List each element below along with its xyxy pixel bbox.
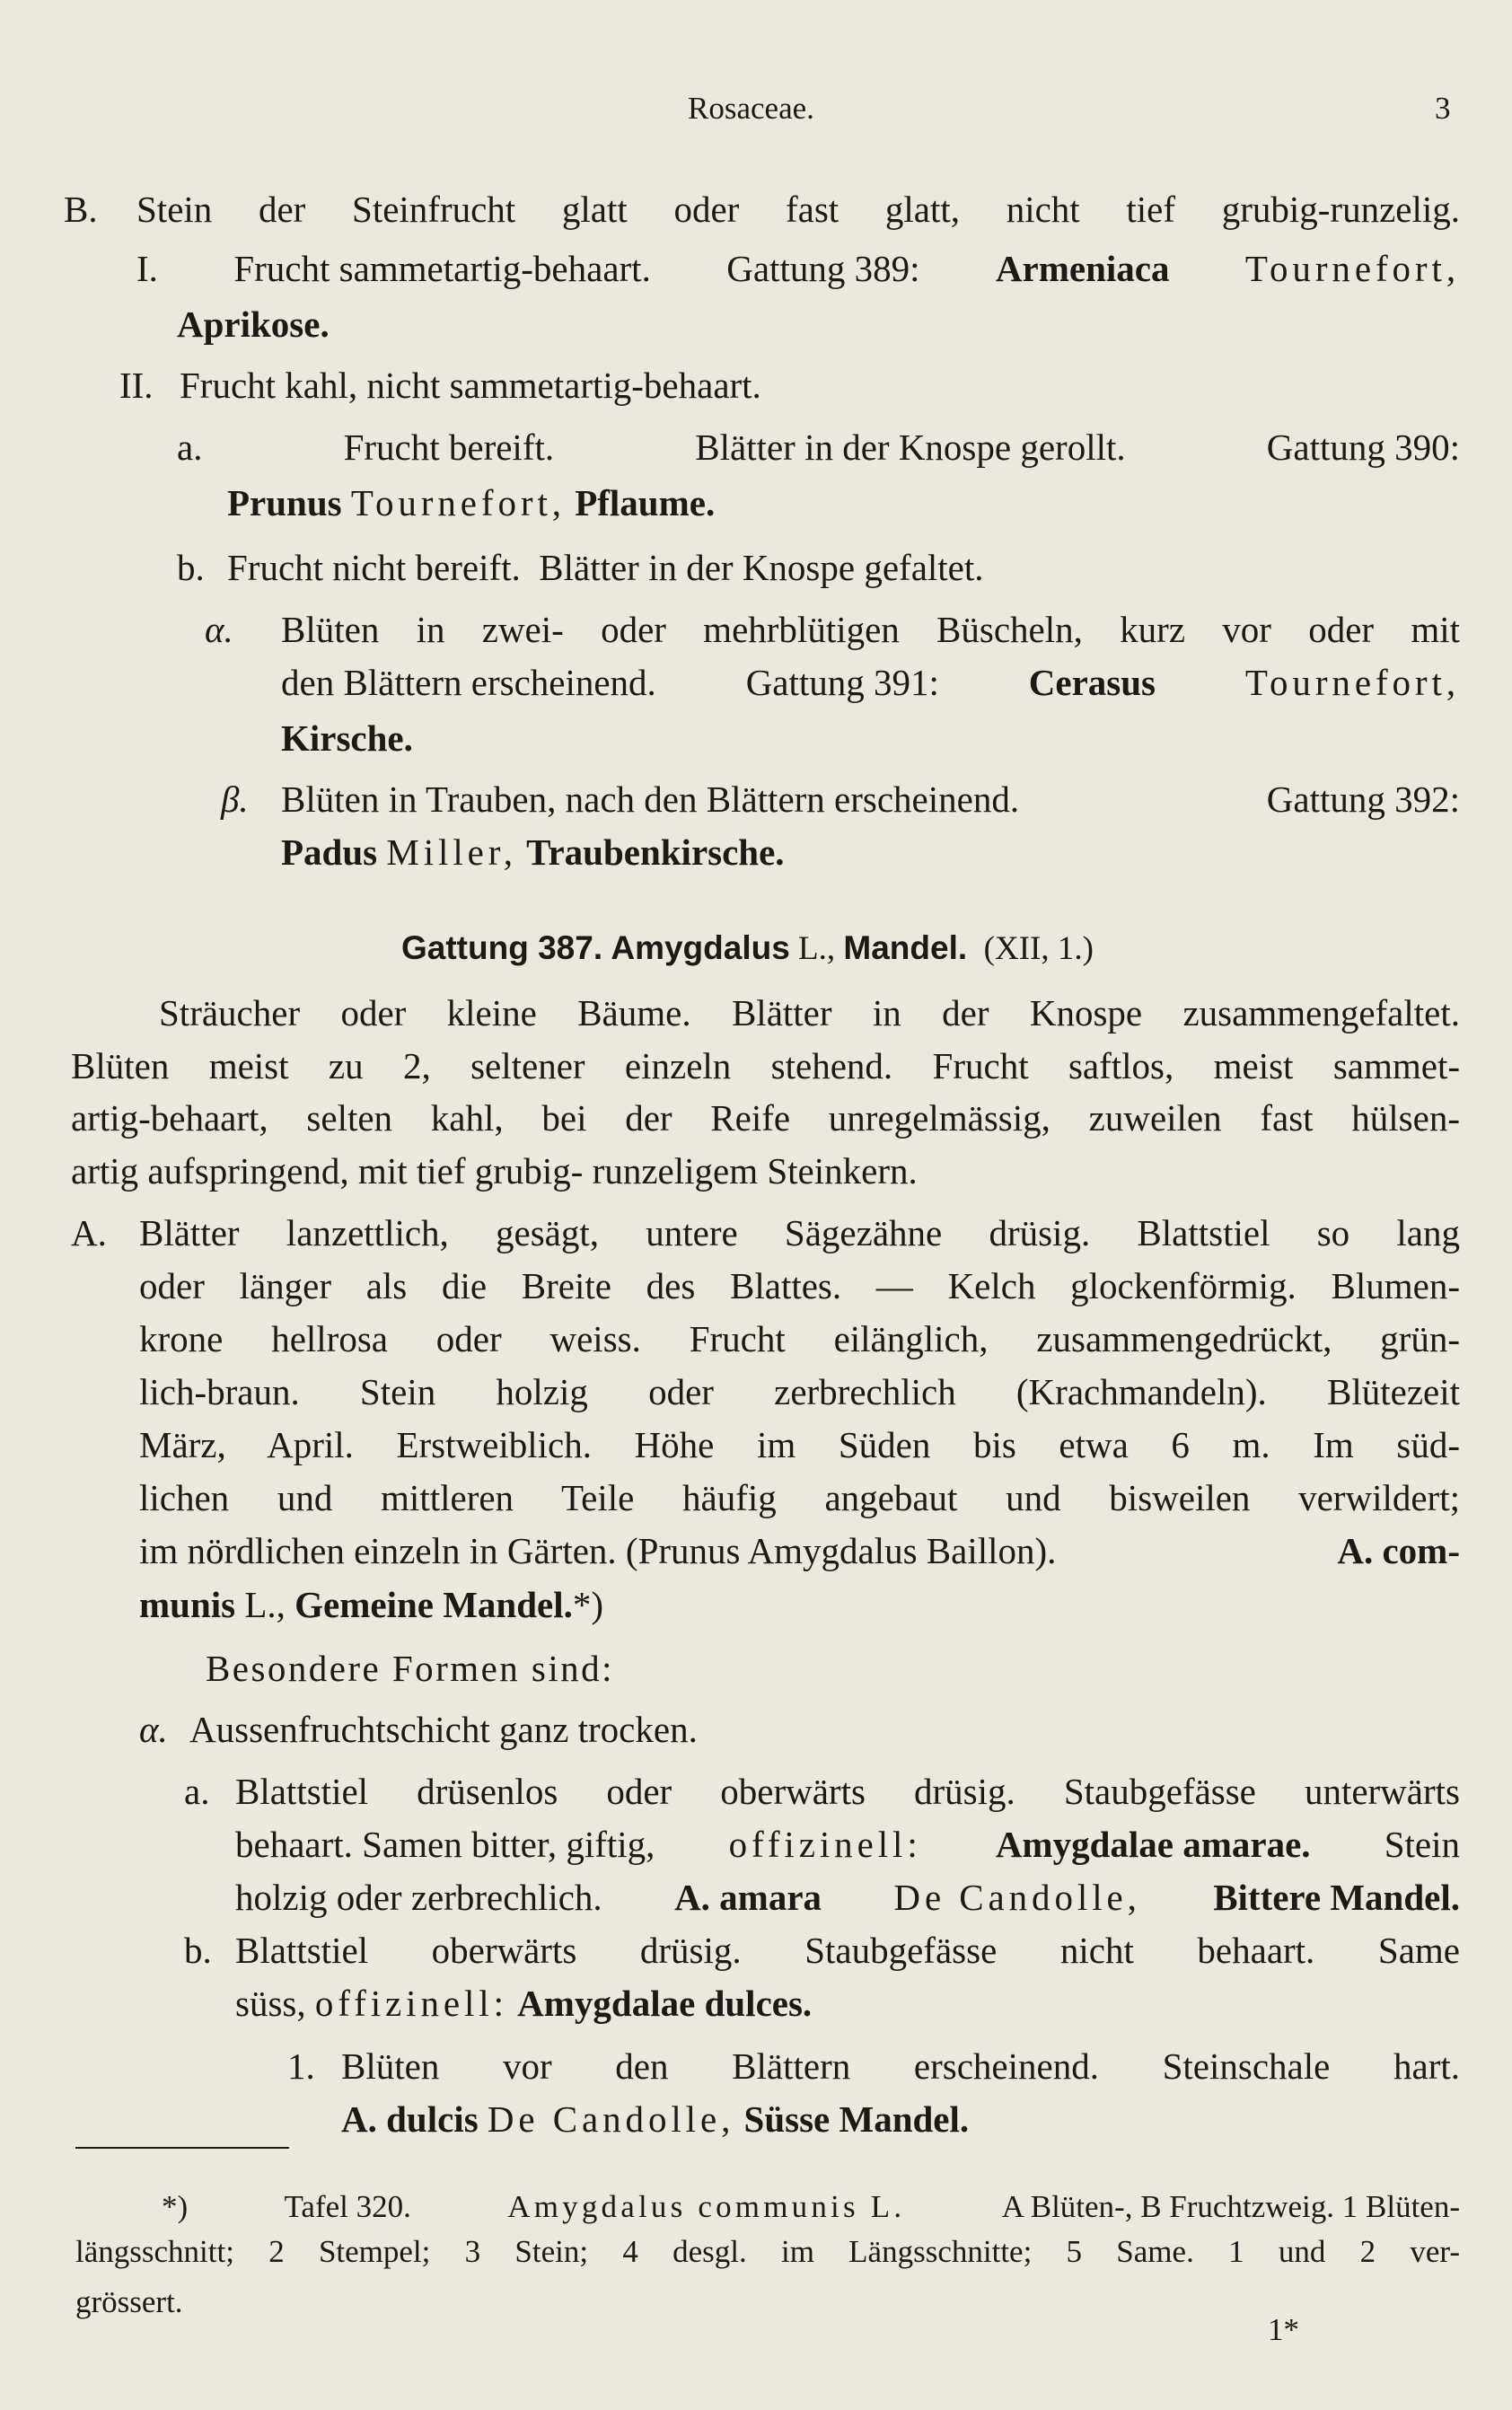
genus-heading	[401, 931, 1094, 965]
page-number: 3	[1435, 91, 1451, 126]
key-b-sub-text2: Blätter in der Knospe gefaltet.	[539, 547, 984, 588]
genus-heading-author: L.,	[798, 930, 836, 967]
forms-b-offizinell: offizinell:	[314, 1983, 508, 2024]
key-beta-label: β.	[221, 778, 249, 820]
forms-b-line1: Blattstiel oberwärts drüsig. Staubgefässe nicht behaart. Same	[235, 1930, 1460, 1971]
key-alpha-line2	[281, 664, 1460, 701]
author-tournefort: Tournefort,	[350, 482, 566, 523]
key-alpha-label: α.	[205, 609, 233, 650]
species-name-communis: A. com-	[1337, 1530, 1460, 1571]
key-b-sub-line1	[227, 547, 984, 588]
key-a-label: a.	[177, 427, 203, 468]
genus-heading-class: (XII, 1.)	[983, 930, 1094, 967]
key-alpha-text1: Blüten in zwei- oder mehrblütigen Büscheln, kurz vor oder mit	[281, 609, 1460, 650]
forms-1-line1: Blüten vor den Blättern erscheinend. Steinschale hart.	[341, 2045, 1460, 2087]
key-beta-genus: Gattung 392:	[1266, 778, 1460, 820]
key-A-line: Blätter lanzettlich, gesägt, untere Sägezähne drüsig. Blattstiel so lang	[139, 1212, 1460, 1253]
key-beta-line1	[281, 778, 1460, 820]
forms-intro: Besondere Formen sind:	[206, 1648, 614, 1689]
genus-desc-line: artig aufspringend, mit tief grubig- runzeligem Steinkern.	[71, 1150, 918, 1192]
footnote-species: Amygdalus communis L.	[507, 2189, 906, 2224]
genus-desc-line: Sträucher oder kleine Bäume. Blätter in der Knospe zusammengefaltet.	[159, 992, 1460, 1033]
genus-heading-common: Mandel.	[843, 929, 968, 966]
key-alpha-genus: Gattung 391:	[745, 662, 939, 703]
key-a-line2	[227, 482, 716, 523]
forms-1-label: 1.	[287, 2045, 315, 2087]
signature-mark: 1*	[1268, 2312, 1299, 2347]
key-a-genus: Gattung 390:	[1266, 427, 1460, 468]
common-name-suesse-mandel: Süsse Mandel.	[743, 2098, 970, 2140]
key-A-line: lichen und mittleren Teile häufig angebaut und bisweilen verwildert;	[139, 1477, 1460, 1518]
key-i-genus: Gattung 389:	[726, 248, 920, 289]
forms-a-text: behaart. Samen bitter, giftig,	[235, 1824, 655, 1865]
drug-name-amygdalae-dulces: Amygdalae dulces.	[517, 1983, 813, 2024]
key-ii-label: II.	[119, 365, 154, 406]
footnote-plate: Tafel 320.	[284, 2189, 411, 2224]
genus-desc-line: artig-behaart, selten kahl, bei der Reife unregelmässig, zuweilen fast hülsen-	[71, 1097, 1460, 1139]
genus-heading-name: Amygdalus	[611, 929, 790, 966]
common-name-traubenkirsche: Traubenkirsche.	[526, 831, 785, 873]
common-name-pflaume: Pflaume.	[575, 482, 716, 523]
key-A-line: lich-braun. Stein holzig oder zerbrechlich (Krachmandeln). Blütezeit	[139, 1371, 1460, 1412]
key-a-text2: Blätter in der Knospe gerollt.	[695, 427, 1126, 468]
common-name-bittere-mandel: Bittere Mandel.	[1213, 1877, 1460, 1918]
key-beta-line2	[281, 831, 785, 873]
key-A-line: März, April. Erstweiblich. Höhe im Süden bis etwa 6 m. Im süd-	[139, 1424, 1460, 1465]
footnote-mark: *)	[162, 2189, 189, 2224]
genus-name-armeniaca: Armeniaca	[995, 248, 1170, 289]
key-b-sub-label: b.	[177, 547, 205, 588]
author-de-candolle: De Candolle,	[487, 2098, 735, 2140]
key-A-line: krone hellrosa oder weiss. Frucht eilänglich, zusammengedrückt, grün-	[139, 1318, 1460, 1359]
author-tournefort: Tournefort,	[1244, 662, 1460, 703]
key-A-line	[139, 1530, 1460, 1571]
drug-name-amygdalae-amarae: Amygdalae amarae.	[995, 1824, 1311, 1865]
key-a-text1: Frucht bereift.	[343, 427, 555, 468]
forms-b-line2	[235, 1985, 812, 2022]
author-miller: Miller,	[386, 831, 517, 873]
footnote-text: A Blüten-, B Fruchtzweig. 1 Blüten-	[1001, 2189, 1460, 2224]
key-i-label: I.	[136, 248, 158, 289]
common-name-gemeine-mandel: Gemeine Mandel.	[294, 1584, 573, 1625]
key-A-last-text: im nördlichen einzeln in Gärten. (Prunus Amygdalus Baillon).	[139, 1530, 1057, 1571]
author-de-candolle: De Candolle,	[893, 1877, 1141, 1918]
forms-a-stein: Stein	[1384, 1824, 1460, 1865]
key-ii-text: Frucht kahl, nicht sammetartig-behaart.	[180, 365, 761, 406]
forms-b-text: süss,	[235, 1983, 306, 2024]
footnote-line2: längsschnitt; 2 Stempel; 3 Stein; 4 desgl. im Längsschnitte; 5 Same. 1 und 2 ver-	[75, 2234, 1460, 2269]
forms-a-label: a.	[184, 1771, 210, 1812]
key-b-label: B.	[64, 189, 98, 230]
footnote-line1	[162, 2191, 1460, 2222]
forms-a-line2	[235, 1826, 1460, 1863]
key-b-i-line1	[136, 248, 1460, 289]
footnote-mark: *)	[572, 1584, 604, 1625]
key-b-text: Stein der Steinfrucht glatt oder fast glatt, nicht tief grubig-runzelig.	[136, 189, 1460, 230]
key-A-line: oder länger als die Breite des Blattes. — Kelch glockenförmig. Blumen-	[139, 1265, 1460, 1306]
common-name-aprikose: Aprikose.	[177, 303, 330, 345]
author-tournefort: Tournefort,	[1244, 248, 1460, 289]
genus-heading-number: Gattung 387.	[401, 929, 603, 966]
key-A-final	[139, 1584, 604, 1625]
species-name-dulcis: A. dulcis	[341, 2098, 479, 2140]
footnote-line3: grössert.	[75, 2284, 183, 2319]
genus-name-padus: Padus	[281, 831, 378, 873]
key-alpha-text2: den Blättern erscheinend.	[281, 662, 656, 703]
running-header-title: Rosaceae.	[688, 91, 814, 126]
common-name-kirsche: Kirsche.	[281, 717, 413, 759]
forms-a-line3	[235, 1879, 1460, 1916]
forms-a-line1: Blattstiel drüsenlos oder oberwärts drüsig. Staubgefässe unterwärts	[235, 1771, 1460, 1812]
forms-alpha-label: α.	[139, 1709, 168, 1750]
footnote-rule	[75, 2147, 289, 2149]
species-author: L.,	[244, 1584, 286, 1625]
key-b-sub-text1: Frucht nicht bereift.	[227, 547, 521, 588]
genus-name-cerasus: Cerasus	[1028, 662, 1156, 703]
forms-a-text3: holzig oder zerbrechlich.	[235, 1877, 602, 1918]
key-a-line1	[177, 429, 1460, 466]
key-beta-text: Blüten in Trauben, nach den Blättern erscheinend.	[281, 778, 1020, 820]
genus-name-prunus: Prunus	[227, 482, 342, 523]
forms-alpha-text: Aussenfruchtschicht ganz trocken.	[189, 1709, 698, 1750]
forms-b-label: b.	[184, 1930, 212, 1971]
forms-a-offizinell: offizinell:	[728, 1824, 922, 1865]
genus-desc-line: Blüten meist zu 2, seltener einzeln stehend. Frucht saftlos, meist sammet-	[71, 1045, 1460, 1086]
key-i-text: Frucht sammetartig-behaart.	[233, 248, 651, 289]
key-A-label: A.	[71, 1212, 107, 1253]
species-name-amara: A. amara	[674, 1877, 822, 1918]
species-name-communis-cont: munis	[139, 1584, 236, 1625]
forms-1-line2	[341, 2098, 970, 2140]
